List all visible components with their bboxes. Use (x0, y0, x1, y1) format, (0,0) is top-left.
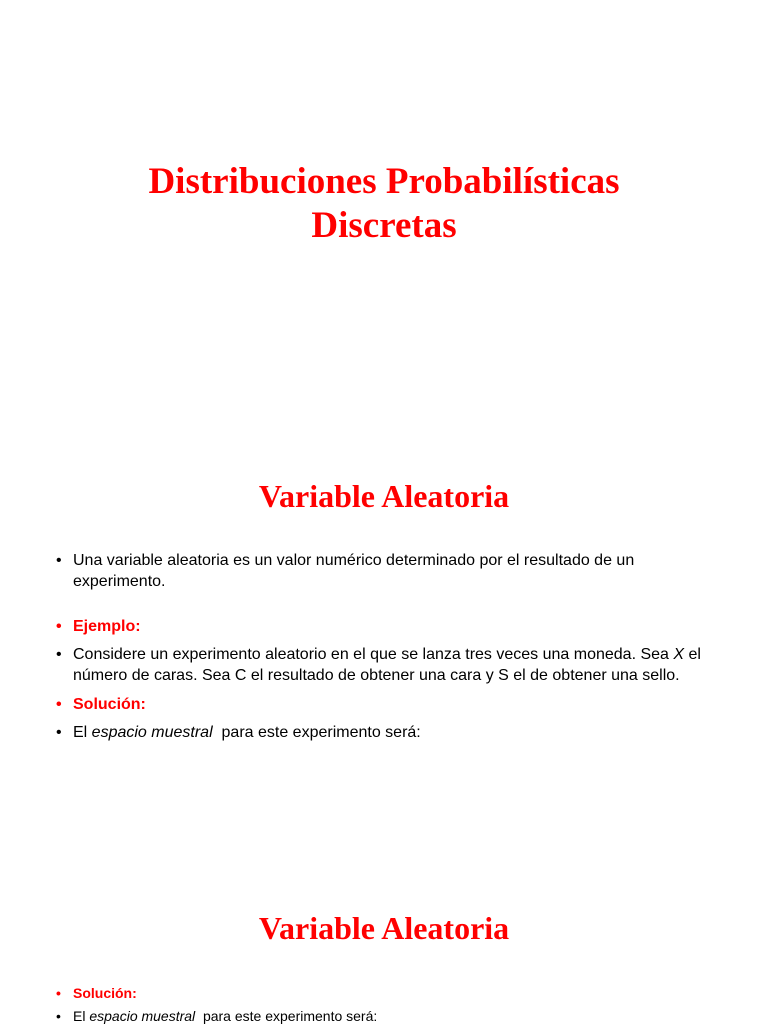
solution-label: Solución: (73, 985, 137, 1001)
bullet-icon: • (56, 724, 62, 741)
example-label-bullet (56, 616, 716, 637)
solution-bullet (56, 1007, 716, 1026)
slide-heading: Variable Aleatoria (258, 478, 510, 514)
bullet-icon: • (56, 618, 62, 635)
solution-bullet (56, 722, 716, 743)
bullet-list (56, 550, 716, 743)
solution-label-bullet (56, 984, 716, 1003)
solution-prefix: El (73, 1008, 90, 1024)
slide-title (0, 0, 768, 440)
title-line-1: Distribuciones Probabilísticas (148, 161, 620, 202)
definition-text: Una variable aleatoria es un valor numérico determinado por el resultado de un experimento. (73, 552, 635, 590)
bullet-icon: • (56, 1008, 61, 1024)
bullet-icon: • (56, 552, 62, 569)
bullet-list (56, 984, 716, 1026)
example-label: Ejemplo: (73, 618, 141, 635)
presentation-title (0, 160, 768, 248)
solution-label-bullet (56, 694, 716, 715)
solution-italic: espacio muestral (89, 1008, 196, 1024)
slide-variable-aleatoria-2 (0, 880, 768, 1024)
definition-bullet (56, 550, 716, 592)
bullet-icon: • (56, 646, 62, 663)
solution-label: Solución: (73, 696, 146, 713)
solution-italic: espacio muestral (91, 724, 213, 741)
title-line-2: Discretas (311, 205, 457, 246)
solution-prefix: El (73, 724, 92, 741)
slide-variable-aleatoria (0, 440, 768, 880)
example-text-2: el número de caras. Sea C el resultado de obtener una cara y S el de obtener una sello. (73, 646, 701, 684)
solution-suffix: para este experimento será: (212, 724, 421, 741)
solution-suffix: para este experimento será: (195, 1008, 378, 1024)
slide-heading: Variable Aleatoria (258, 910, 510, 946)
example-text-1: Considere un experimento aleatorio en el que se lanza tres veces una moneda. Sea (73, 646, 674, 663)
example-variable: X (673, 646, 685, 663)
bullet-icon: • (56, 696, 62, 713)
bullet-icon: • (56, 985, 61, 1001)
example-bullet (56, 644, 716, 686)
